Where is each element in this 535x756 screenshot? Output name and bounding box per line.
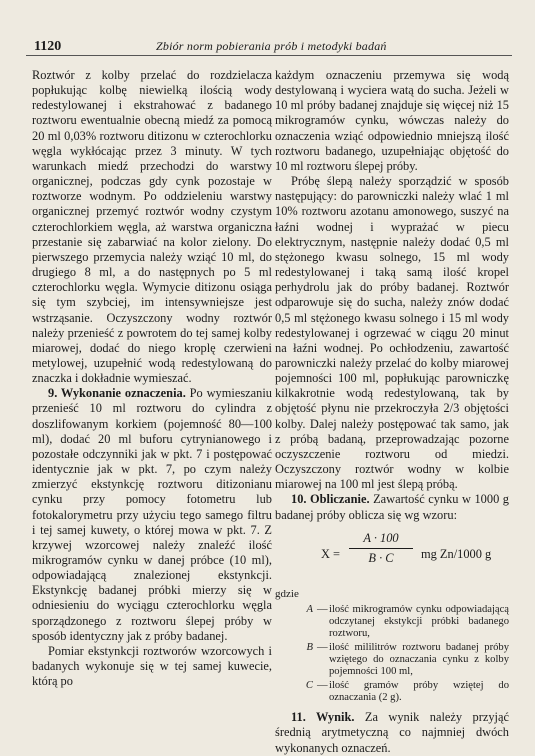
definition-c: [275, 680, 509, 705]
formula-lhs: X =: [321, 546, 341, 561]
section-9-text: Po wymieszaniu przenieść 10 ml roztworu do cylindra z doszlifowanym korkiem (pojemność 80—100 ml), dodać 20 ml buforu cytrynianowego i pozostałe odczynniki jak w pkt. 7 i postępować identycznie jak w pkt. 7, po czym należy zmierzyć ekstynkcję roztworu ditizonianu cynku przy pomocy fotometru lub fotokalorymetru przy użyciu tego samego filtru i tej samej kuwety, o której mowa w pkt. 7. Z krzywej wzorcowej należy znaleźć ilość mikrogramów cynku w danej próbce (10 ml), odpowiadającą znalezionej ekstynkcji. Ekstynkcję badanej próbki mierzy się w odniesieniu do wyciągu czterochlorku węgla sporządzonego z roztworu ślepej próby w sposób identyczny jak z próby badanej.: [32, 386, 272, 643]
paragraph-blank-sample: Próbę ślepą należy sporządzić w sposób następujący: do parowniczki należy wlać 1 ml 10% roztworu azotanu amonowego, suszyć na łaźni wodnej i wyprażać w piecu elektrycznym, następnie należy dodać 0,5 ml stężonego kwasu solnego, 15 ml wody redestylowanej i taką samą ilość kropel perhydrolu jak do próby badanej. Roztwór odparowuje się do sucha, należy znów dodać 0,5 ml stężonego kwasu solnego i 15 ml wody redestylowanej i ogrzewać w ciągu 20 minut na łaźni wodnej. Po ochłodzeniu, zawartość parowniczki należy przelać do kolby miarowej pojemności 100 ml, popłukując parowniczkę kilkakrotnie wodą redestylowaną, tak by objętość płynu nie przekroczyła 2/3 objętości kolby. Dalej należy postępować tak samo, jak z próbą badaną, przeprowadzając pozorne oczyszczenie roztworu od miedzi. Oczyszczony roztwór wodny w kolbie miarowej na 100 ml jest ślepą próbą.: [275, 174, 509, 492]
formula-numerator: A · 100: [363, 530, 399, 545]
definition-dash: —: [317, 641, 328, 653]
definition-b: [275, 642, 509, 679]
section-10-paragraph: [275, 492, 509, 522]
section-10-text: Zawartość cynku w 1000 g badanej próby oblicza się wg wzoru:: [275, 492, 509, 522]
definition-symbol: C: [305, 679, 313, 691]
formula-denominator: B · C: [368, 550, 394, 565]
definition-symbol: A: [306, 603, 313, 615]
formula-fraction: [349, 531, 413, 566]
where-label: gdzie: [275, 587, 299, 600]
left-column: [32, 68, 272, 689]
page-number: 1120: [34, 39, 62, 54]
definition-text: ilość mililitrów roztworu badanej próby wziętego do oznaczania cynku z kolby pojemności 100 ml,: [329, 641, 509, 678]
definition-dash: —: [317, 679, 328, 691]
section-11-paragraph: [275, 710, 509, 755]
section-10-heading: 10. Obliczanie.: [291, 492, 370, 507]
right-column: [275, 68, 509, 756]
section-11-text: Za wynik należy przyjąć średnią arytmetyczną co najmniej dwóch wykonanych oznaczeń.: [275, 710, 509, 755]
definition-dash: —: [317, 603, 328, 615]
running-title: Zbiór norm pobierania prób i metodyki badań: [156, 39, 387, 53]
paragraph-extraction: Roztwór z kolby przelać do rozdzielacza popłukując kolbę niewielką ilością wody redestylowanej i ekstrahować z badanego roztworu ewentualnie obecną miedź za pomocą 20 ml 0,03% roztworu ditizonu w czterochlorku węgla wykłócając przez 3 minuty. W tych warunkach miedź przechodzi do warstwy organicznej, podczas gdy cynk pozostaje w roztworze wodnym. Po oddzieleniu warstwy organicznej przemyć roztwór wodny czystym czterochlorkiem węgla, aż warstwa organiczna przestanie się zabarwiać na kolor zielony. Do pierwszego przemycia należy wziąć 10 ml, do drugiego 8 ml, a do następnych po 5 ml czterochlorku węgla. Wymycie ditizonu osiąga się tym szybciej, im intensywniejsze jest wstrząsanie. Oczyszczony wodny roztwór należy przenieść z powrotem do tej samej kolby miarowej, dodać do niego kroplę czerwieni metylowej, uzupełnić wodą redestylowaną do znaczka i dokładnie wymieszać.: [32, 68, 272, 386]
formula-unit: mg Zn/1000 g: [421, 546, 492, 561]
definition-text: ilość gramów próby wziętej do oznaczania (2 g).: [329, 679, 509, 703]
fraction-bar: [349, 548, 413, 549]
paragraph-measurement: Pomiar ekstynkcji roztworów wzorcowych i badanych wykonuje się w tej samej kuwecie, którą po: [32, 643, 272, 689]
formula: [275, 527, 509, 585]
section-9-heading: 9. Wykonanie oznaczenia.: [48, 386, 186, 401]
page-header: [26, 35, 512, 56]
section-9-paragraph: [32, 386, 272, 644]
paragraph-continuation: każdym oznaczeniu przemywa się wodą destylowaną i wyciera watą do sucha. Jeżeli w 10 ml próby badanej znajduje się więcej niż 15 mikrogramów cynku, wówczas należy do oznaczenia wziąć odpowiednio mniejszą ilość roztworu badanego, uzupełniając objętość do 10 ml roztworu ślepej próby.: [275, 68, 509, 173]
definitions-list: [275, 604, 509, 704]
definition-a: [275, 604, 509, 641]
section-11-heading: 11. Wynik.: [291, 710, 355, 725]
definition-symbol: B: [306, 641, 313, 653]
definition-text: ilość mikrogramów cynku odpowiadającą odczytanej ekstykcji próbki badanego roztworu,: [329, 603, 509, 640]
